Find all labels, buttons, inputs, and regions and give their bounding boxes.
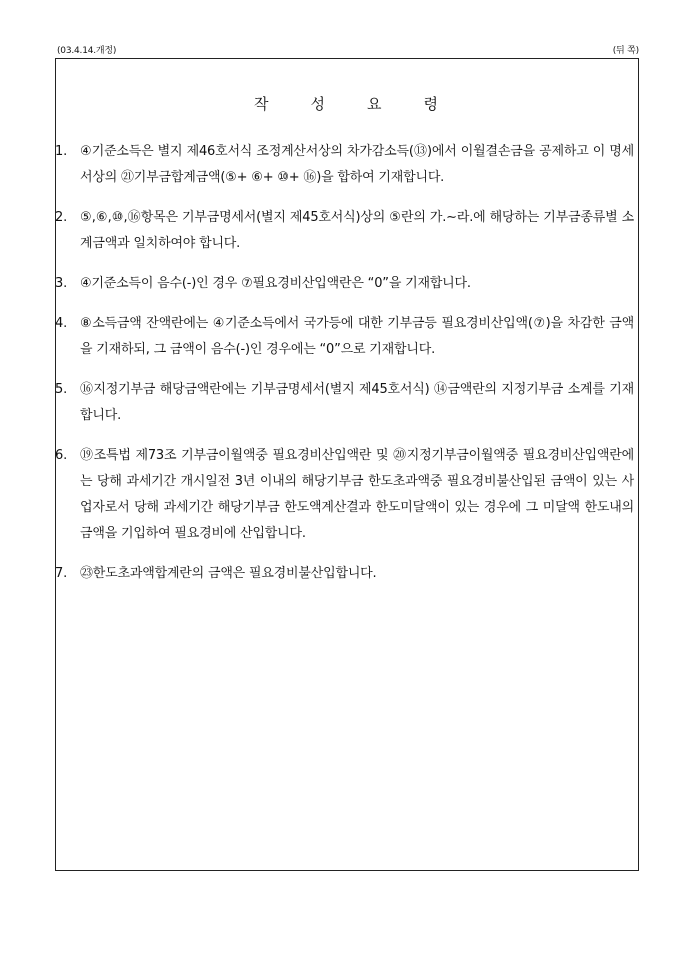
instruction-item-3 — [56, 271, 634, 297]
instruction-text: ④기준소득이 음수(-)인 경우 ⑦필요경비산입액란은 “0”을 기재합니다. — [80, 276, 471, 291]
instruction-number: 2. — [55, 210, 68, 225]
instruction-text: ⑤,⑥,⑩,⑯항목은 기부금명세서(별지 제45호서식)상의 ⑤란의 가.∼라.에 해당하는 기부금종류별 소계금액과 일치하여야 합니다. — [80, 210, 634, 251]
instruction-text: ⑯지정기부금 해당금액란에는 기부금명세서(별지 제45호서식) ⑭금액란의 지정기부금 소계를 기재합니다. — [80, 382, 634, 423]
instruction-text: ④기준소득은 별지 제46호서식 조정계산서상의 차가감소득(⑬)에서 이월결손금을 공제하고 이 명세서상의 ㉑기부금합계금액(⑤+ ⑥+ ⑩+ ⑯)을 합하여 기재합니다. — [80, 144, 634, 185]
instruction-item-7 — [56, 561, 634, 587]
instruction-item-1 — [56, 139, 634, 191]
instructions-frame — [55, 58, 639, 871]
instruction-item-2 — [56, 205, 634, 257]
instruction-number: 3. — [55, 276, 68, 291]
instruction-item-5 — [56, 377, 634, 429]
instruction-number: 1. — [55, 144, 68, 159]
instruction-number: 6. — [55, 448, 68, 463]
instruction-item-6 — [56, 443, 634, 547]
instruction-text: ⑧소득금액 잔액란에는 ④기준소득에서 국가등에 대한 기부금등 필요경비산입액(⑦)을 차감한 금액을 기재하되, 그 금액이 음수(-)인 경우에는 “0”으로 기재합니다. — [80, 316, 634, 357]
page-title: 작성요령 — [254, 95, 480, 113]
instruction-item-4 — [56, 311, 634, 363]
instruction-number: 7. — [55, 566, 68, 581]
page-side-label: (뒤 쪽) — [612, 46, 639, 56]
form-revision-note: (03.4.14.개정) — [57, 46, 117, 56]
instruction-number: 5. — [55, 382, 68, 397]
instruction-number: 4. — [55, 316, 68, 331]
instruction-text: ㉓한도초과액합계란의 금액은 필요경비불산입합니다. — [80, 566, 377, 581]
instruction-list — [56, 139, 634, 601]
instruction-text: ⑲조특법 제73조 기부금이월액중 필요경비산입액란 및 ⑳지정기부금이월액중 필요경비산입액란에는 당해 과세기간 개시일전 3년 이내의 해당기부금 한도초과액중 필요경비불산입된 금액이 있는 사업자로서 당해 과세기간 해당기부금 한도액계산결과 한도미달액이 있는 경우에 그 미달액 한도내의 금액을 기입하여 필요경비에 산입합니다. — [80, 448, 634, 541]
